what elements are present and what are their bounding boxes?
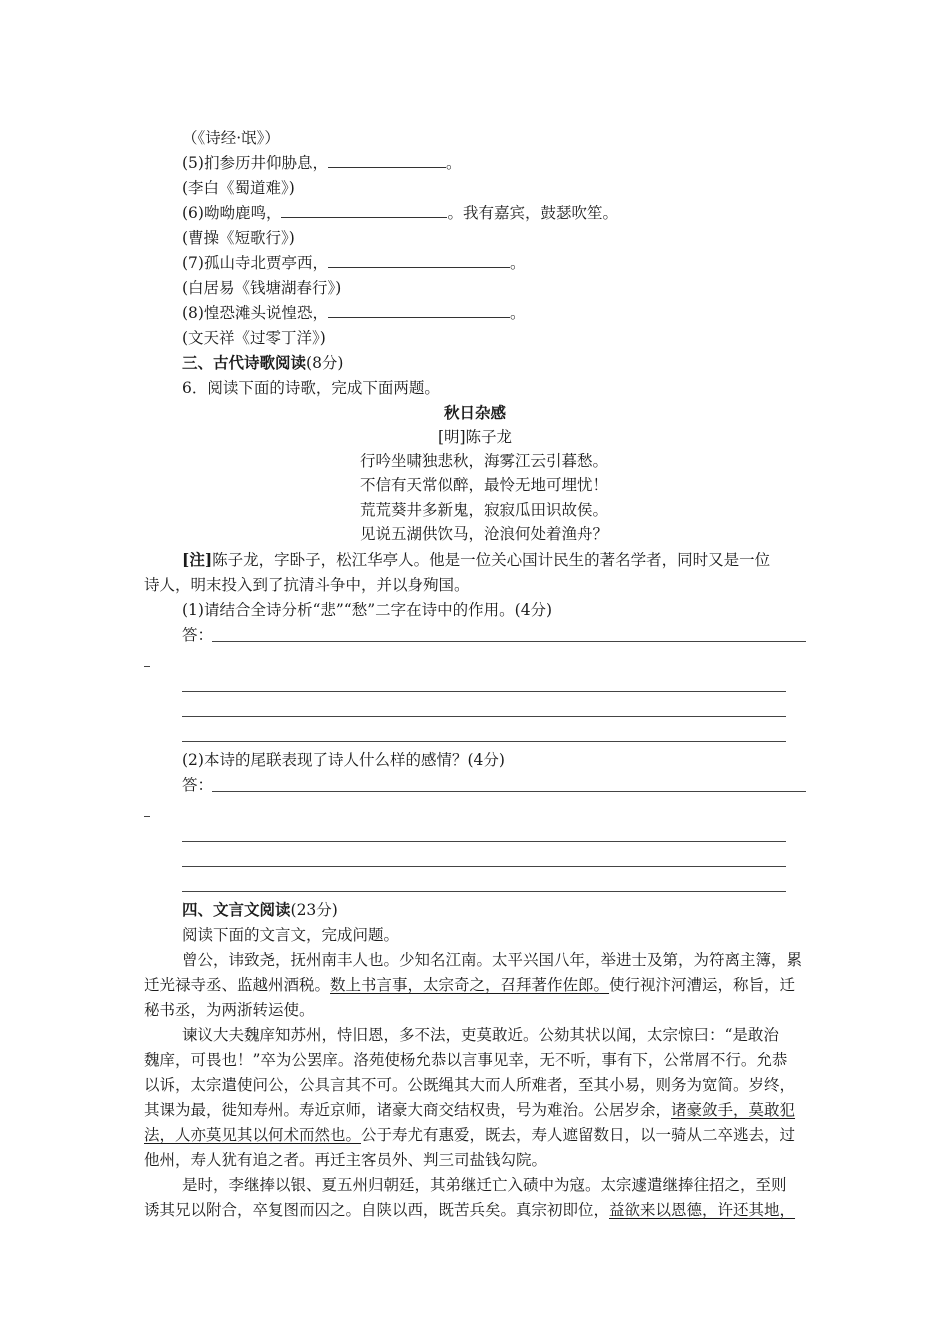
poem-line: 行吟坐啸独悲秋，海雾江云引暮愁。: [360, 452, 609, 470]
answer-line[interactable]: [212, 791, 806, 792]
q6-end: 。我有嘉宾，鼓瑟吹笙。: [447, 204, 618, 222]
source-q6: (曹操《短歌行》): [182, 229, 295, 247]
answer-line[interactable]: [182, 866, 786, 867]
source-q5: (李白《蜀道难》): [182, 179, 295, 197]
poem-title: 秋日杂感: [443, 403, 506, 422]
passage-line: 以诉，太宗遣使问公，公具言其不可。公既绳其大而人所难者，至其小易，则务为宽简。岁终，: [144, 1076, 796, 1094]
q7-text: (7)孤山寺北贾亭西，: [182, 254, 328, 272]
passage-text: 公于寿尤有惠爱，既去，寿人遮留数日，以一骑从二卒逃去，过: [361, 1126, 796, 1144]
passage-line: [144, 1200, 795, 1220]
source-q7: (白居易《钱塘湖春行》): [182, 279, 342, 297]
margin-mark: [144, 666, 150, 667]
question-7: [182, 253, 525, 273]
underlined-sentence-1: 数上书言事，太宗奇之，召拜著作佐郎。: [330, 976, 610, 994]
answer-line[interactable]: [182, 716, 786, 717]
poem-note: [182, 550, 770, 570]
sub-question-1: (1)请结合全诗分析“悲”“愁”二字在诗中的作用。(4分): [182, 601, 553, 619]
poem-note-cont: 诗人，明末投入到了抗清斗争中，并以身殉国。: [144, 576, 470, 594]
passage-text: 诱其兄以附合，卒复图而囚之。自陕以西，既苦兵矣。真宗初即位，: [144, 1201, 610, 1219]
q6-blank[interactable]: [281, 203, 447, 218]
q5-text: (5)扪参历井仰胁息，: [182, 154, 328, 172]
poem-line: 不信有天常似醉，最怜无地可埋忧！: [360, 476, 609, 494]
passage-line: 曾公，讳致尧，抚州南丰人也。少知名江南。太平兴国八年，举进士及第，为符离主簿，累: [182, 951, 803, 969]
q8-blank[interactable]: [328, 303, 510, 318]
passage-line: [144, 1125, 795, 1145]
section4-heading: [182, 900, 338, 920]
underlined-sentence-2: 诸豪敛手，莫敢犯: [671, 1101, 796, 1119]
answer-line[interactable]: [182, 841, 786, 842]
section3-score: (8分): [306, 354, 344, 372]
answer-line[interactable]: [182, 691, 786, 692]
section4-score: (23分): [290, 901, 338, 919]
q5-blank[interactable]: [328, 153, 446, 168]
question-6: [182, 203, 618, 223]
underlined-sentence-3: 益欲来以恩德，许还其地，: [609, 1201, 796, 1219]
poem-line: 见说五湖供饮马，沧浪何处着渔舟？: [360, 525, 609, 543]
passage-line: 秘书丞，为两浙转运使。: [144, 1001, 315, 1019]
passage-text: 迁光禄寺丞、监越州酒税。: [144, 976, 331, 994]
section3-heading: [182, 353, 343, 373]
passage-text: 其课为最，徙知寿州。寿近京师，诸豪大商交结权贵，号为难治。公居岁余，: [144, 1101, 672, 1119]
passage-line: 他州，寿人犹有追之者。再迁主客员外、判三司盐钱勾院。: [144, 1151, 548, 1169]
q7-end: 。: [509, 254, 526, 272]
answer-line[interactable]: [182, 741, 786, 742]
section4-title: 四、文言文阅读: [182, 900, 291, 919]
answer-line[interactable]: [212, 641, 806, 642]
q8-end: 。: [509, 304, 526, 322]
section4-intro: 阅读下面的文言文，完成问题。: [182, 926, 400, 944]
q6-intro: 6．阅读下面的诗歌，完成下面两题。: [182, 379, 440, 397]
poem-author: [明]陈子龙: [437, 428, 513, 446]
sub-question-2: (2)本诗的尾联表现了诗人什么样的感情？(4分): [182, 751, 505, 769]
answer-line[interactable]: [182, 891, 786, 892]
question-5: [182, 153, 461, 173]
note-label: [注]: [182, 550, 213, 569]
passage-line: 是时，李继捧以银、夏五州归朝廷，其弟继迁亡入碛中为寇。太宗遽遣继捧往招之，至则: [182, 1176, 787, 1194]
answer-label-2: 答：: [182, 776, 214, 794]
q8-text: (8)惶恐滩头说惶恐，: [182, 304, 328, 322]
note-text: 陈子龙，字卧子，松江华亭人。他是一位关心国计民生的著名学者，同时又是一位: [212, 551, 771, 569]
passage-line: 魏庠，可畏也！”卒为公罢庠。洛苑使杨允恭以言事见幸，无不听，事有下，公常屑不行。允恭: [144, 1051, 788, 1069]
q5-end: 。: [445, 154, 462, 172]
source-q4: （《诗经·氓》）: [182, 129, 280, 147]
passage-text: 使行视汴河漕运，称旨，迁: [609, 976, 796, 994]
source-q8: (文天祥《过零丁洋》): [182, 329, 326, 347]
section3-title: 三、古代诗歌阅读: [182, 353, 307, 372]
margin-mark: [144, 816, 150, 817]
passage-line: [144, 1100, 795, 1120]
question-8: [182, 303, 525, 323]
answer-label-1: 答：: [182, 626, 214, 644]
underlined-sentence-2-cont: 法，人亦莫见其以何术而然也。: [144, 1126, 362, 1144]
passage-line: 谏议大夫魏庠知苏州，恃旧恩，多不法，吏莫敢近。公劾其状以闻，太宗惊曰：“是敢治: [182, 1026, 779, 1044]
passage-line: [144, 975, 795, 995]
q6-text: (6)呦呦鹿鸣，: [182, 204, 282, 222]
poem-line: 荒荒葵井多新鬼，寂寂瓜田识故侯。: [360, 501, 609, 519]
q7-blank[interactable]: [328, 253, 510, 268]
